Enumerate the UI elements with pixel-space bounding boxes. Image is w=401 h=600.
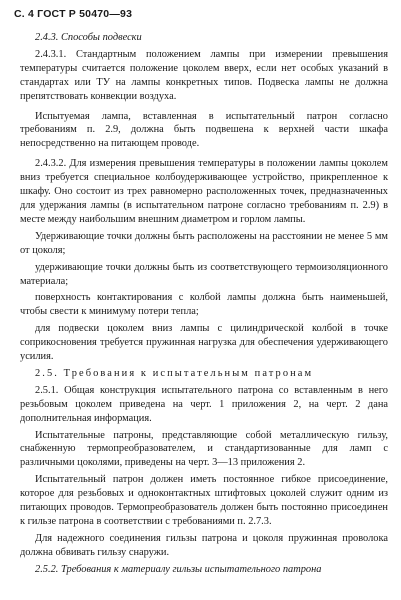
document-body <box>20 31 388 577</box>
paragraph: для подвески цоколем вниз лампы с цилиндрической колбой в точке соприкосновения требуется пружинная нагрузка для обеспечения удерживающего усилия. <box>20 323 388 363</box>
paragraph: 2.5.1. Общая конструкция испытательного патрона со вставленным в него резьбовым цоколем приведена на черт. 1 приложения 2, на черт. 2 дана дополнительная информация. <box>20 384 388 424</box>
paragraph: поверхность контактирования с колбой лампы должна быть наименьшей, чтобы свести к минимуму потери тепла; <box>20 292 388 318</box>
section-heading-2-5: 2.5. Требования к испытательным патронам <box>35 367 314 379</box>
paragraph: Испытательные патроны, представляющие собой металлическую гильзу, снабженную термопреобразователем, и стандартизованные для ламп с различными цоколями, приведены на черт. 3—13 приложения 2. <box>20 429 388 469</box>
paragraph: 2.4.3.2. Для измерения превышения температуры в положении лампы цоколем вниз требуется специальное колбоудерживающее устройство, прикрепленное к шкафу. Оно состоит из трех равномерно расположенных точек, предназначенных для удержания лампы (в испытательном патроне согласно требованиям п. 2.9) в месте между наибольшим внешним диаметром и горлом лампы. <box>20 158 388 225</box>
paragraph: Испытуемая лампа, вставленная в испытательный патрон согласно требованиям п. 2.9, должна быть подвешена к верхней части шкафа непосредственно на питающем проводе. <box>20 110 388 150</box>
page-header: С. 4 ГОСТ Р 50470—93 <box>14 8 133 20</box>
paragraph: Для надежного соединения гильзы патрона и цоколя пружинная проволока должна обвивать гильзу снаружи. <box>20 532 388 558</box>
paragraph: удерживающие точки должны быть из соответствующего термоизоляционного материала; <box>20 261 388 287</box>
section-heading-2-4-3: 2.4.3. Способы подвески <box>35 32 142 43</box>
paragraph: Испытательный патрон должен иметь постоянное гибкое присоединение, которое для резьбовых и одноконтактных штифтовых цоколей служит одним из питающих проводов. Термопреобразователь должен быть постоянно присоединен к гильзе патрона в соответствии с требованиями п. 2.7.3. <box>20 474 388 527</box>
paragraph: 2.4.3.1. Стандартным положением лампы при измерении превышения температуры считается положение цоколем вверх, если нет особых указаний в стандартах или ТУ на лампы конкретных типов. Подвеска лампы не должна препятствовать конвекции воздуха. <box>20 48 388 102</box>
paragraph: Удерживающие точки должны быть расположены на расстоянии не менее 5 мм от цоколя; <box>20 230 388 256</box>
section-heading-2-5-2: 2.5.2. Требования к материалу гильзы испытательного патрона <box>35 563 322 575</box>
